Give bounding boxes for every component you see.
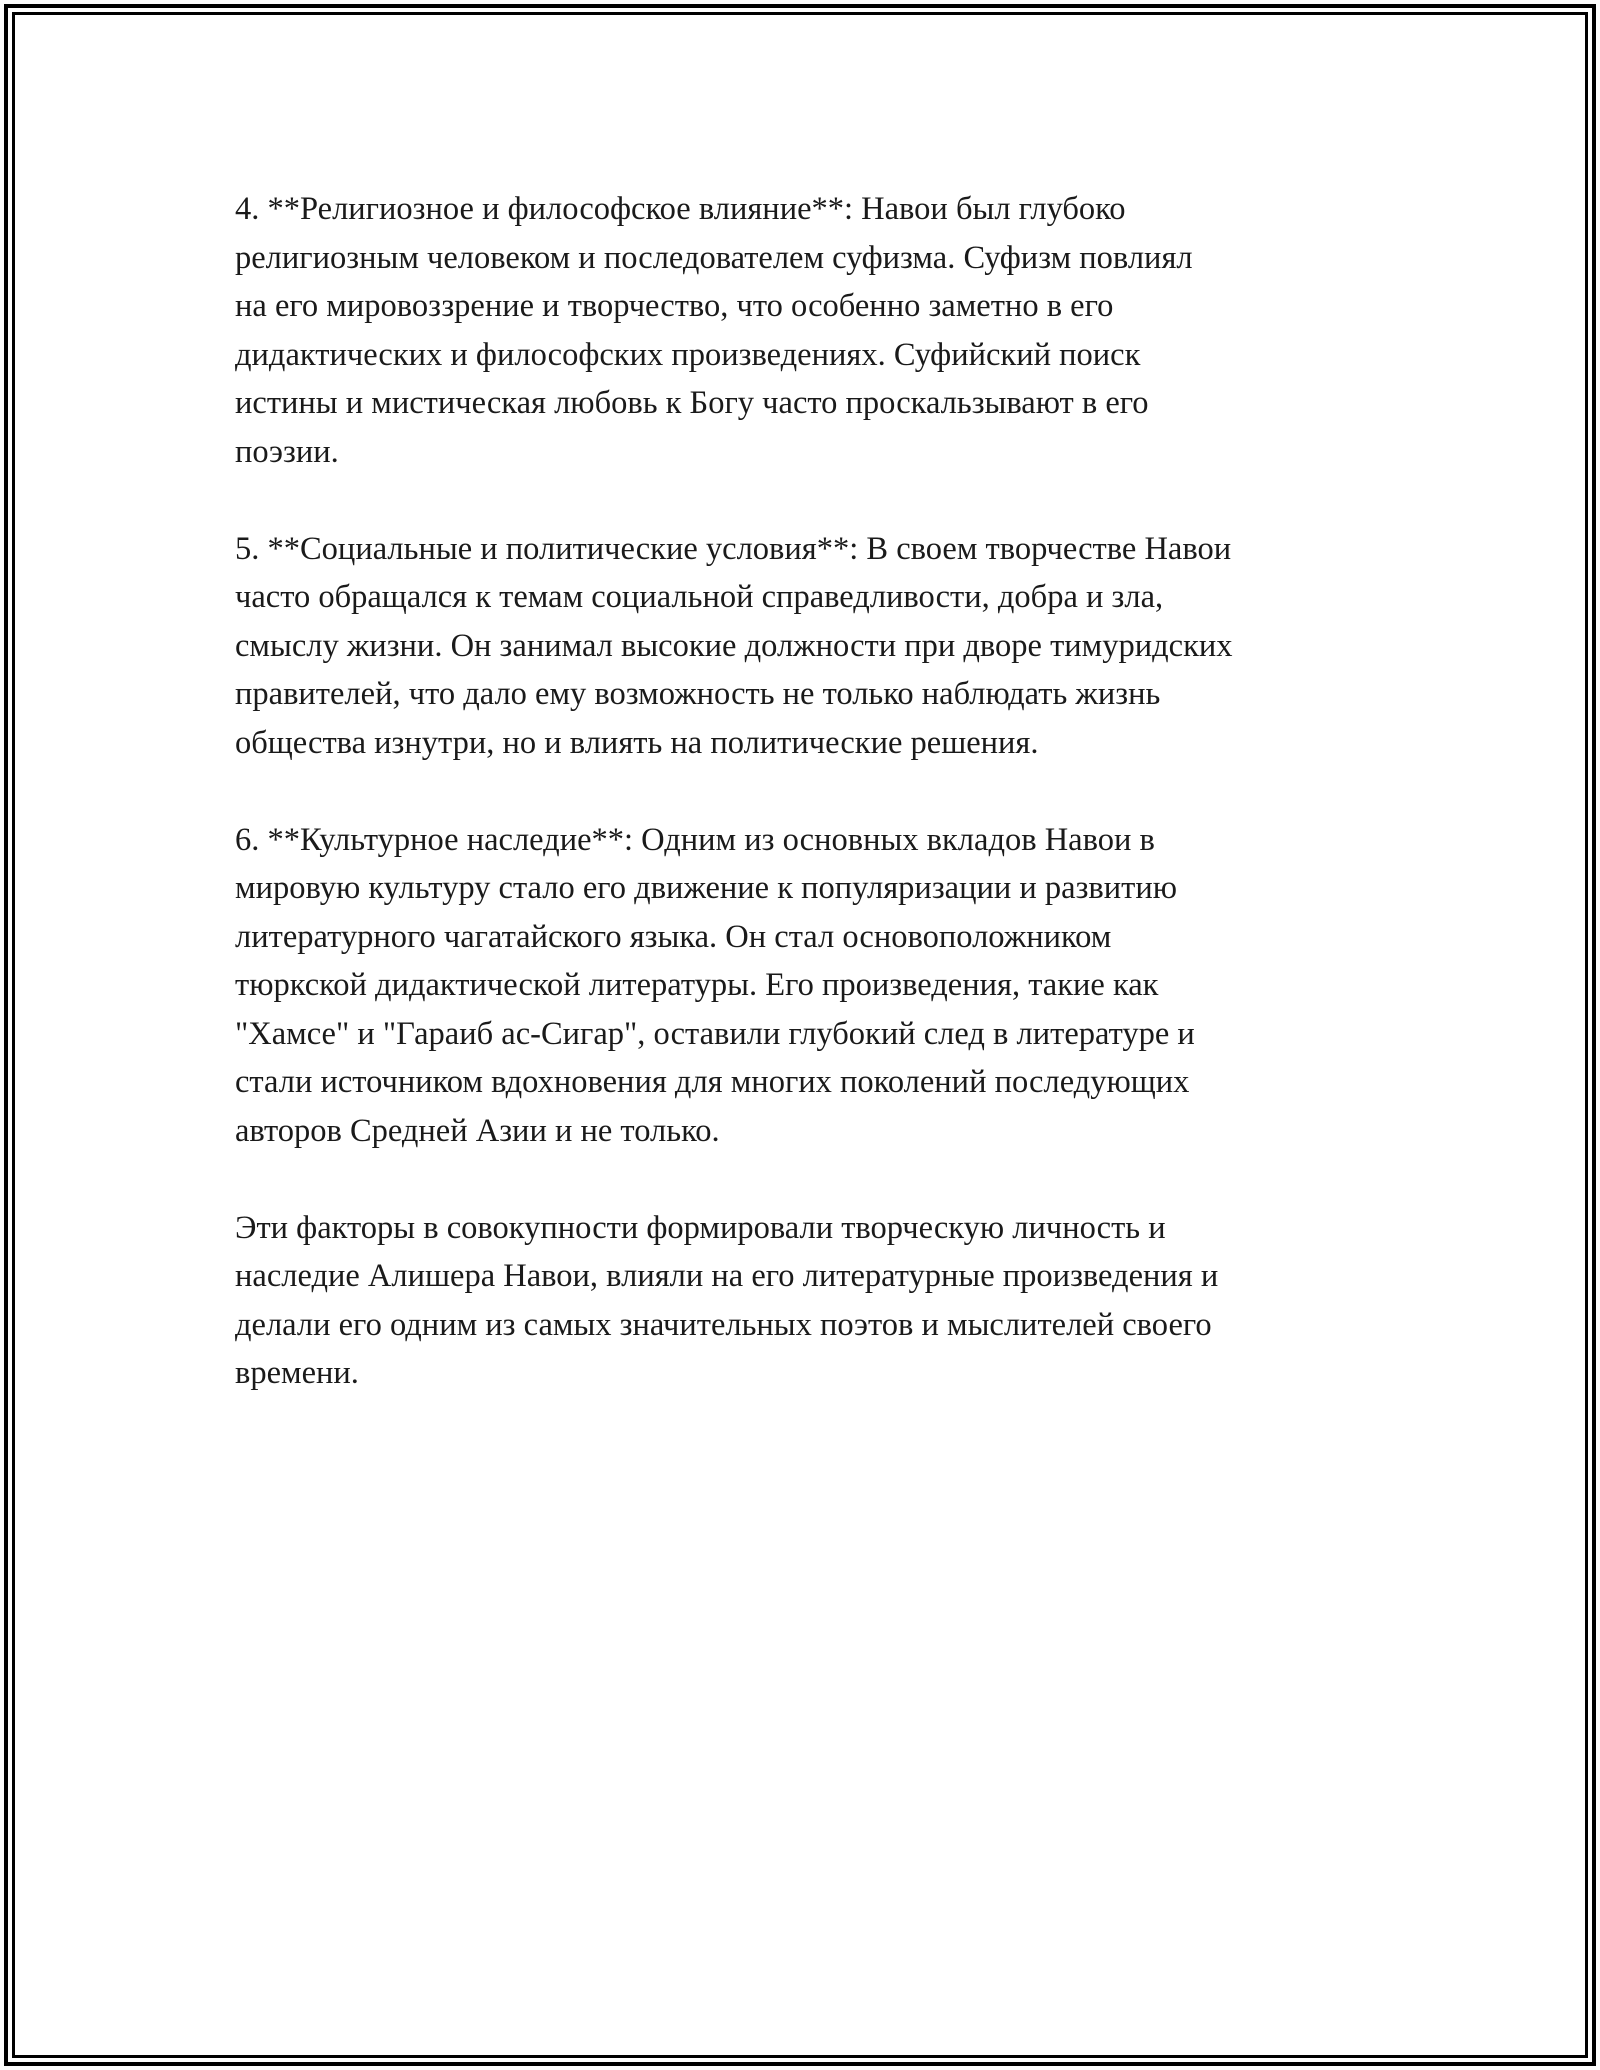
text-line: 6. **Культурное наследие**: Одним из основных вкладов Навои в — [235, 821, 1155, 858]
paragraph-social-political — [235, 525, 1375, 768]
text-line: правителей, что дало ему возможность не только наблюдать жизнь — [235, 676, 1161, 712]
text-line: "Хамсе" и "Гараиб ас-Сигар", оставили глубокий след в литературе и — [235, 1015, 1195, 1052]
text-line: на его мировоззрение и творчество, что особенно заметно в его — [235, 288, 1114, 324]
paragraph-cultural-heritage — [235, 816, 1375, 1156]
text-line: истины и мистическая любовь к Богу часто проскальзывают в его — [235, 385, 1149, 421]
text-line: мировую культуру стало его движение к популяризации и развитию — [235, 870, 1178, 906]
text-line: литературного чагатайского языка. Он стал основоположником — [235, 918, 1112, 955]
text-line: религиозным человеком и последователем суфизма. Суфизм повлиял — [235, 239, 1193, 276]
text-line: стали источником вдохновения для многих поколений последующих — [235, 1064, 1190, 1100]
text-line: авторов Средней Азии и не только. — [235, 1112, 720, 1149]
text-line: времени. — [235, 1355, 359, 1391]
text-line: делали его одним из самых значительных поэтов и мыслителей своего — [235, 1306, 1212, 1343]
document-body — [235, 185, 1375, 1446]
paragraph-religious-influence — [235, 185, 1375, 476]
text-line: Эти факторы в совокупности формировали творческую личность и — [235, 1209, 1166, 1246]
text-line: дидактических и философских произведениях. Суфийский поиск — [235, 336, 1141, 373]
text-line: тюркской дидактической литературы. Его произведения, такие как — [235, 967, 1159, 1003]
text-line: общества изнутри, но и влиять на политические решения. — [235, 724, 1039, 761]
text-line: смыслу жизни. Он занимал высокие должности при дворе тимуридских — [235, 627, 1233, 664]
text-line: часто обращался к темам социальной справедливости, добра и зла, — [235, 579, 1164, 615]
text-line: 5. **Социальные и политические условия**: В своем творчестве Навои — [235, 530, 1232, 567]
text-line: поэзии. — [235, 433, 339, 470]
text-line: 4. **Религиозное и философское влияние**: Навои был глубоко — [235, 191, 1126, 227]
text-line: наследие Алишера Навои, влияли на его литературные произведения и — [235, 1258, 1219, 1294]
paragraph-conclusion — [235, 1204, 1375, 1398]
